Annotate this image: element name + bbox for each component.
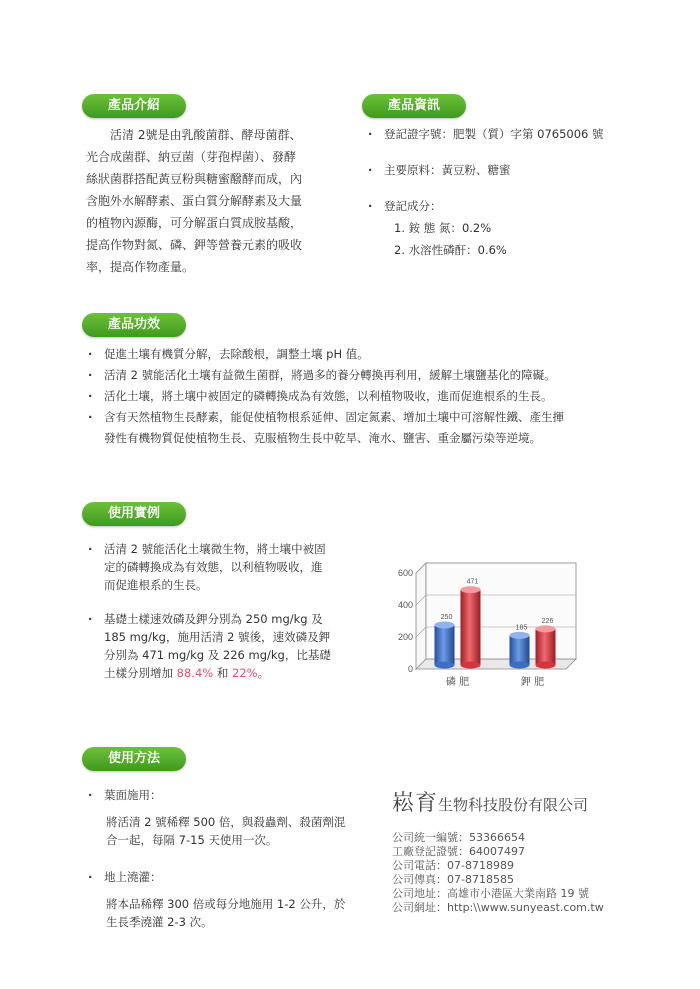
foliar-instructions [86, 813, 376, 849]
data-label: 250 [440, 614, 453, 621]
components-label: · 登記成分： [384, 199, 442, 213]
method-line: 合一起，每隔 7-15 天使用一次。 [106, 833, 278, 847]
effect-item: · 活清 2 號能活化土壤有益微生菌群，將過多的養分轉換再利用，緩解土壤鹽基化的障礙。 [86, 365, 666, 386]
effects-section-title: 產品功效 [82, 313, 186, 337]
bar-base [510, 662, 530, 669]
y-axis-ticks [398, 568, 413, 674]
company-tax-id: 公司統一編號：53366654 [392, 831, 525, 844]
examples-section-title: 使用實例 [82, 502, 186, 526]
info-section-title: 產品資訊 [362, 94, 466, 118]
data-label: 185 [515, 624, 528, 632]
x-category-label: 鉀 肥 [520, 677, 545, 688]
company-phone: 公司電話：07-8718989 [392, 859, 514, 872]
example-item [86, 540, 376, 594]
company-name-rest: 生物科技股份有限公司 [438, 796, 589, 814]
nutrient-bar-chart [388, 555, 578, 695]
y-tick-label: 200 [397, 632, 413, 642]
registration-number: · 登記證字號：肥製（質）字第 0765006 號 [366, 124, 666, 144]
example-line [104, 664, 376, 682]
component-item: 1. 銨 態 氮：0.2% [394, 221, 492, 235]
bar-base [435, 662, 455, 669]
method-section [86, 785, 376, 949]
method-line: 生長季澆灌 2-3 次。 [106, 915, 213, 929]
example-text: 土樣分別增加 [104, 666, 177, 680]
effects-list [86, 344, 666, 449]
bar-body [510, 635, 530, 665]
bar-base [461, 662, 481, 669]
company-website[interactable]: 公司網址：http:\\www.sunyeast.com.tw [392, 901, 604, 914]
company-contact [392, 831, 604, 915]
main-materials: · 主要原料：黃豆粉、糖蜜 [366, 160, 666, 180]
intro-line: 含胞外水解酵素、蛋白質分解酵素及大量 [86, 194, 303, 208]
intro-line: 光合成菌群、納豆菌（芽孢桿菌）、發酵 [86, 150, 297, 164]
effect-item: · 含有天然植物生長酵素，能促使植物根系延伸、固定氮素、增加土壤中可溶解性鐵、產生揮 [86, 407, 666, 428]
company-fax: 公司傳真：07-8718585 [392, 873, 514, 886]
company-factory-reg: 工廠登記證號：64007497 [392, 845, 525, 858]
intro-section-title: 產品介紹 [82, 94, 186, 118]
example-item [86, 610, 376, 682]
example-line: 定的磷轉換成為有效態，以利植物吸收，進 [104, 560, 323, 574]
y-tick-label: 0 [407, 664, 413, 674]
bar-base [536, 662, 556, 669]
bar-top [510, 632, 530, 639]
bar-body [536, 629, 556, 665]
example-line: 而促進根系的生長。 [104, 578, 208, 592]
company-address: 公司地址：高雄市小港區大業南路 19 號 [392, 887, 589, 900]
bar-body [461, 590, 481, 665]
example-text: 和 [213, 666, 233, 680]
bar-body [435, 625, 455, 665]
bar-top [536, 625, 556, 632]
example-line: 185 mg/kg，施用活清 2 號後，速效磷及鉀 [104, 630, 331, 644]
intro-line: 率，提高作物產量。 [86, 260, 195, 274]
intro-line: 的植物內源酶，可分解蛋白質成胺基酸， [86, 216, 303, 230]
method-line: 將本品稀釋 300 倍或每分地施用 1-2 公升，於 [106, 897, 346, 911]
effect-item: · 促進土壤有機質分解，去除酸根，調整土壤 pH 值。 [86, 344, 666, 365]
examples-list [86, 540, 376, 698]
company-name [392, 786, 604, 817]
example-text: 。 [257, 666, 270, 680]
intro-line: 活清 2號是由乳酸菌群、酵母菌群、 [86, 128, 302, 142]
x-category-label: 磷 肥 [445, 677, 470, 688]
y-tick-label: 400 [397, 600, 413, 610]
info-list [366, 124, 666, 276]
component-item: 2. 水溶性磷酐：0.6% [394, 243, 507, 257]
method-line: 將活清 2 號稀釋 500 倍，與殺蟲劑、殺菌劑混 [106, 815, 346, 829]
potassium-increase: 22% [232, 666, 258, 680]
method-section-title: 使用方法 [82, 747, 186, 771]
x-axis-categories [446, 675, 544, 688]
intro-line: 提高作物對氮、磷、鉀等營養元素的吸收 [86, 238, 303, 252]
y-tick-label: 600 [397, 568, 413, 578]
chart-side-wall [416, 563, 426, 669]
example-line: · 活清 2 號能活化土壤微生物，將土壤中被固 [104, 542, 326, 556]
phosphorus-increase: 88.4% [176, 666, 214, 680]
foliar-label: · 葉面施用： [86, 785, 376, 805]
bar-top [435, 622, 455, 629]
registered-components [366, 196, 666, 260]
example-line: · 基礎土樣速效磷及鉀分別為 250 mg/kg 及 [104, 612, 323, 626]
company-info [392, 786, 604, 915]
example-line: 分別為 471 mg/kg 及 226 mg/kg，比基礎 [104, 648, 331, 662]
effect-item-continued: 發性有機物質促使植物生長、克服植物生長中乾旱、淹水、鹽害、重金屬污染等逆境。 [104, 431, 541, 445]
bar-top [461, 586, 481, 593]
data-label: 471 [466, 578, 479, 586]
intro-line: 絲狀菌群搭配黃豆粉與糖蜜醱酵而成，內 [86, 172, 303, 186]
company-brand: 崧育 [392, 791, 439, 816]
soil-label: · 地上澆灌： [86, 867, 376, 887]
effect-item: · 活化土壤，將土壤中被固定的磷轉換成為有效態，以利植物吸收，進而促進根系的生長。 [86, 386, 666, 407]
intro-paragraph [86, 124, 356, 278]
data-label: 226 [541, 617, 554, 625]
soil-instructions [86, 895, 376, 931]
